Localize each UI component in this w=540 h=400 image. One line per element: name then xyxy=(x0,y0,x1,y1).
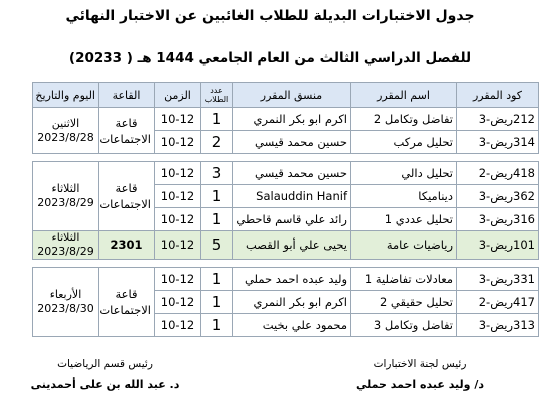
cell-time: 10-12 xyxy=(155,108,201,131)
cell-time: 10-12 xyxy=(155,231,201,260)
cell-day xyxy=(33,231,99,260)
cell-time: 10-12 xyxy=(155,314,201,337)
signature-right-name: د/ وليد عبده احمد حملي xyxy=(356,378,484,391)
cell-hall: قاعة الاجتماعات xyxy=(99,162,155,231)
cell-coordinator: حسين محمد قيسي xyxy=(233,162,351,185)
cell-code: 417ريض-2 xyxy=(457,291,539,314)
page-title: جدول الاختبارات البديلة للطلاب الغائبين عن الاختبار النهائي xyxy=(65,8,475,24)
cell-students: 1 xyxy=(201,208,233,231)
header-code: كود المقرر xyxy=(457,83,539,108)
cell-day xyxy=(33,162,99,231)
day-name: الاثنين xyxy=(51,116,80,130)
header-name: اسم المقرر xyxy=(351,83,457,108)
cell-name: تفاضل وتكامل 2 xyxy=(351,108,457,131)
cell-name: تحليل عددي 1 xyxy=(351,208,457,231)
cell-name: تحليل حقيقي 2 xyxy=(351,291,457,314)
cell-time: 10-12 xyxy=(155,185,201,208)
signature-right-title: رئيس لجنة الاختبارات xyxy=(373,358,467,370)
day-date: 2023/8/30 xyxy=(37,302,94,315)
cell-hall: قاعة الاجتماعات xyxy=(99,108,155,154)
exams-table xyxy=(32,82,539,337)
table-row xyxy=(33,108,539,131)
cell-students: 2 xyxy=(201,131,233,154)
cell-name: تفاضل وتكامل 3 xyxy=(351,314,457,337)
cell-coordinator: محمود علي بخيت xyxy=(233,314,351,337)
cell-coordinator: وليد عبده احمد حملي xyxy=(233,268,351,291)
cell-students: 1 xyxy=(201,108,233,131)
cell-day xyxy=(33,108,99,154)
cell-name: تحليل مركب xyxy=(351,131,457,154)
cell-name: رياضيات عامة xyxy=(351,231,457,260)
cell-code: 316ريض-3 xyxy=(457,208,539,231)
page-subtitle: للفصل الدراسي الثالث من العام الجامعي 1444 هـ ( 20233) xyxy=(68,50,472,66)
table-row xyxy=(33,162,539,185)
day-name: الثلاثاء xyxy=(51,231,80,244)
cell-name: ديناميكا xyxy=(351,185,457,208)
table-row xyxy=(33,268,539,291)
cell-code: 331ريض-3 xyxy=(457,268,539,291)
day-name: الثلاثاء xyxy=(51,182,80,195)
header-day: اليوم والتاريخ xyxy=(33,83,99,108)
cell-code: 212ريض-3 xyxy=(457,108,539,131)
cell-time: 10-12 xyxy=(155,162,201,185)
header-coordinator: منسق المقرر xyxy=(233,83,351,108)
cell-coordinator: اكرم ابو بكر النمري xyxy=(233,108,351,131)
cell-coordinator: اكرم ابو بكر النمري xyxy=(233,291,351,314)
cell-students: 1 xyxy=(201,185,233,208)
signature-left-title: رئيس قسم الرياضيات xyxy=(57,358,153,370)
signature-left-name: د. عبد الله بن على أحمدينى xyxy=(30,378,180,391)
cell-time: 10-12 xyxy=(155,268,201,291)
cell-time: 10-12 xyxy=(155,131,201,154)
signature-right xyxy=(325,358,515,391)
group-separator xyxy=(33,154,539,162)
cell-hall: 2301 xyxy=(99,231,155,260)
day-date: 2023/8/28 xyxy=(37,130,94,144)
cell-code: 314ريض-3 xyxy=(457,131,539,154)
table-row-highlighted xyxy=(33,231,539,260)
header-time: الزمن xyxy=(155,83,201,108)
day-date: 2023/8/29 xyxy=(37,196,94,209)
cell-students: 1 xyxy=(201,291,233,314)
cell-code: 101ريض-3 xyxy=(457,231,539,260)
cell-coordinator: حسين محمد قيسي xyxy=(233,131,351,154)
cell-code: 313ريض-3 xyxy=(457,314,539,337)
cell-students: 5 xyxy=(201,231,233,260)
cell-coordinator: Salauddin Hanif xyxy=(233,185,351,208)
cell-students: 1 xyxy=(201,314,233,337)
cell-time: 10-12 xyxy=(155,291,201,314)
cell-coordinator: يحيى علي أبو القصب xyxy=(233,231,351,260)
table-header-row xyxy=(33,83,539,108)
cell-name: تحليل دالي xyxy=(351,162,457,185)
signature-left xyxy=(20,358,190,391)
cell-code: 362ريض-3 xyxy=(457,185,539,208)
cell-coordinator: رائد علي قاسم قاحطي xyxy=(233,208,351,231)
cell-code: 418ريض-2 xyxy=(457,162,539,185)
day-date: 2023/8/29 xyxy=(37,245,94,258)
cell-day xyxy=(33,268,99,337)
cell-name: معادلات تفاضلية 1 xyxy=(351,268,457,291)
cell-students: 1 xyxy=(201,268,233,291)
group-separator xyxy=(33,260,539,268)
header-students: عدد الطلاب xyxy=(201,83,233,108)
day-name: الأربعاء xyxy=(49,288,82,301)
cell-students: 3 xyxy=(201,162,233,185)
header-hall: القاعة xyxy=(99,83,155,108)
cell-hall: قاعة الاجتماعات xyxy=(99,268,155,337)
cell-time: 10-12 xyxy=(155,208,201,231)
